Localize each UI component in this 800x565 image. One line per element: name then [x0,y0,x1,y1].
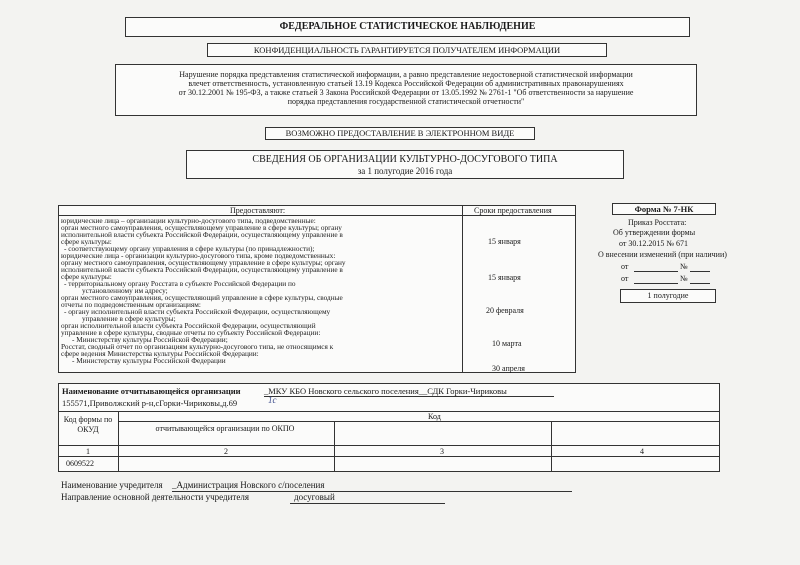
who-line: Росстат, сводный отчет по организациям культурно-досугового типа, не относящимся к [61,342,334,351]
number-blank [690,283,710,284]
header-title-box [125,17,690,37]
who-line: - Министерству культуры Российской Федерации [72,356,226,365]
codes-col-divider [118,411,119,472]
direction-value: досуговый [294,492,335,502]
report-title: СВЕДЕНИЯ ОБ ОРГАНИЗАЦИИ КУЛЬТУРНО-ДОСУГОВОГО ТИПА [252,154,558,165]
who-line: орган местного самоуправления, осуществляющий управление в сфере культуры, сводные [61,293,343,302]
who-line: - соответствующему органу управления в сфере культуры (по принадлежности); [64,244,315,253]
col-number: 1 [86,447,90,456]
codes-header-top [58,411,720,412]
electronic-notice: ВОЗМОЖНО ПРЕДОСТАВЛЕНИЕ В ЭЛЕКТРОННОМ ВИДЕ [285,128,515,138]
col-number: 4 [640,447,644,456]
confidential-notice: КОНФИДЕНЦИАЛЬНОСТЬ ГАРАНТИРУЕТСЯ ПОЛУЧАТЕЛЕМ ИНФОРМАЦИИ [253,45,561,55]
notice-line: порядка представления государственной статистической отчетности" [287,97,525,106]
notice-line: Нарушение порядка представления статистической информации, а равно представление недостоверной статистической информации [179,70,633,79]
number-label: № [680,274,688,283]
who-line: управление в сфере культуры, сводные отчеты по субъекту Российской Федерации: [61,328,321,337]
from-date-blank [634,271,678,272]
report-period: за 1 полугодие 2016 года [357,166,453,176]
who-line: орган местного самоуправления, осуществляющему управление в сфере культуры; органу [61,223,342,232]
col-number: 3 [440,447,444,456]
codes-col-divider [551,421,552,472]
org-name-value: _МКУ КБО Новского сельского поселения__СДК Горки-Чириковы [264,386,507,396]
who-line: сфере культуры: [61,237,112,246]
col-number: 2 [224,447,228,456]
deadline: 15 января [488,273,521,282]
code-header: Код [428,412,441,421]
deadline: 15 января [488,237,521,246]
form-code-header: Код формы по ОКУД [63,415,113,434]
form-number-box [612,203,716,215]
from-label: от [621,262,629,271]
electronic-box [265,127,535,140]
founder-label: Наименование учредителя [61,480,163,490]
who-line: юридические лица - организации культурно-досугового типа, кроме подведомственных: [61,251,336,260]
founder-value: _Администрация Новского с/поселения [172,480,325,490]
direction-label: Направление основной деятельности учредителя [61,492,249,502]
codes-numbers-top [58,445,720,446]
who-line: орган исполнительной власти субъекта Российской Федерации, осуществляющий [61,321,316,330]
order-line: Об утверждении формы [613,228,696,237]
deadline: 10 марта [492,339,522,348]
from-date-blank [634,283,678,284]
direction-underline [290,503,445,504]
deadline: 30 апреля [492,364,525,373]
order-line: Приказ Росстата: [628,218,687,227]
okpo-header: отчитывающейся организации по ОКПО [155,424,295,433]
liability-notice-box [115,64,697,116]
who-line: юридические лица – организации культурно-досугового типа, подведомственные: [61,216,316,225]
who-line: - территориальному органу Росстата в субъекте Российской Федерации по [64,279,296,288]
notice-line: влечет ответственность, установленную статьей 13.19 Кодекса Российской Федерации об административных правонарушениях [188,79,624,88]
codes-col-divider [334,421,335,472]
from-label: от [621,274,629,283]
col-when-header: Сроки предоставления [474,206,552,215]
report-title-box [186,150,624,179]
confidential-box [207,43,607,57]
org-name-underline [264,396,554,397]
okud-value: 0609522 [66,459,94,468]
number-label: № [680,262,688,271]
code-subheader-line [118,421,720,422]
who-line: сфере культуры: [61,272,112,281]
deadline: 20 февраля [486,306,524,315]
who-line: установленному им адресу; [82,286,168,295]
who-line: управление в сфере культуры; [82,314,176,323]
org-address-value: 155571,Приволжский р-н,сГорки-Чириковы,д.69 [62,398,238,408]
who-line: - Министерству культуры Российской Федерации; [72,335,228,344]
who-line: органу местного самоуправления, осуществляющему управление в сфере культуры; органу [61,258,346,267]
order-line: от 30.12.2015 № 671 [619,239,689,248]
order-line: О внесении изменений (при наличии) [598,250,727,259]
address-handwritten-mark: 1с [268,395,277,405]
who-line: отчеты по подведомственным организациям: [61,300,201,309]
periodicity: 1 полугодие [647,291,689,300]
periodicity-box [620,289,716,303]
codes-values-top [58,456,720,457]
col-who-header: Предоставляют: [230,206,286,215]
number-blank [690,271,710,272]
form-number: Форма № 7-НК [634,204,694,214]
notice-line: от 30.12.2001 № 195-ФЗ, а также статьей 3 Закона Российской Федерации от 13.05.1992 № 2761-1 "Об ответственности за нарушение [178,88,634,97]
who-line: - органу исполнительной власти субъекта Российской Федерации, осуществляющему [64,307,331,316]
form-header-title: ФЕДЕРАЛЬНОЕ СТАТИСТИЧЕСКОЕ НАБЛЮДЕНИЕ [279,21,536,32]
who-line: сфере ведения Министерства культуры Российской Федерации: [61,349,259,358]
table-column-divider [462,205,463,373]
who-line: исполнительной власти субъекта Российской Федерации, осуществляющему управление в [61,230,343,239]
who-line: исполнительной власти субъекта Российской Федерации, осуществляющему управление в [61,265,343,274]
org-name-label: Наименование отчитывающейся организации [62,386,241,396]
